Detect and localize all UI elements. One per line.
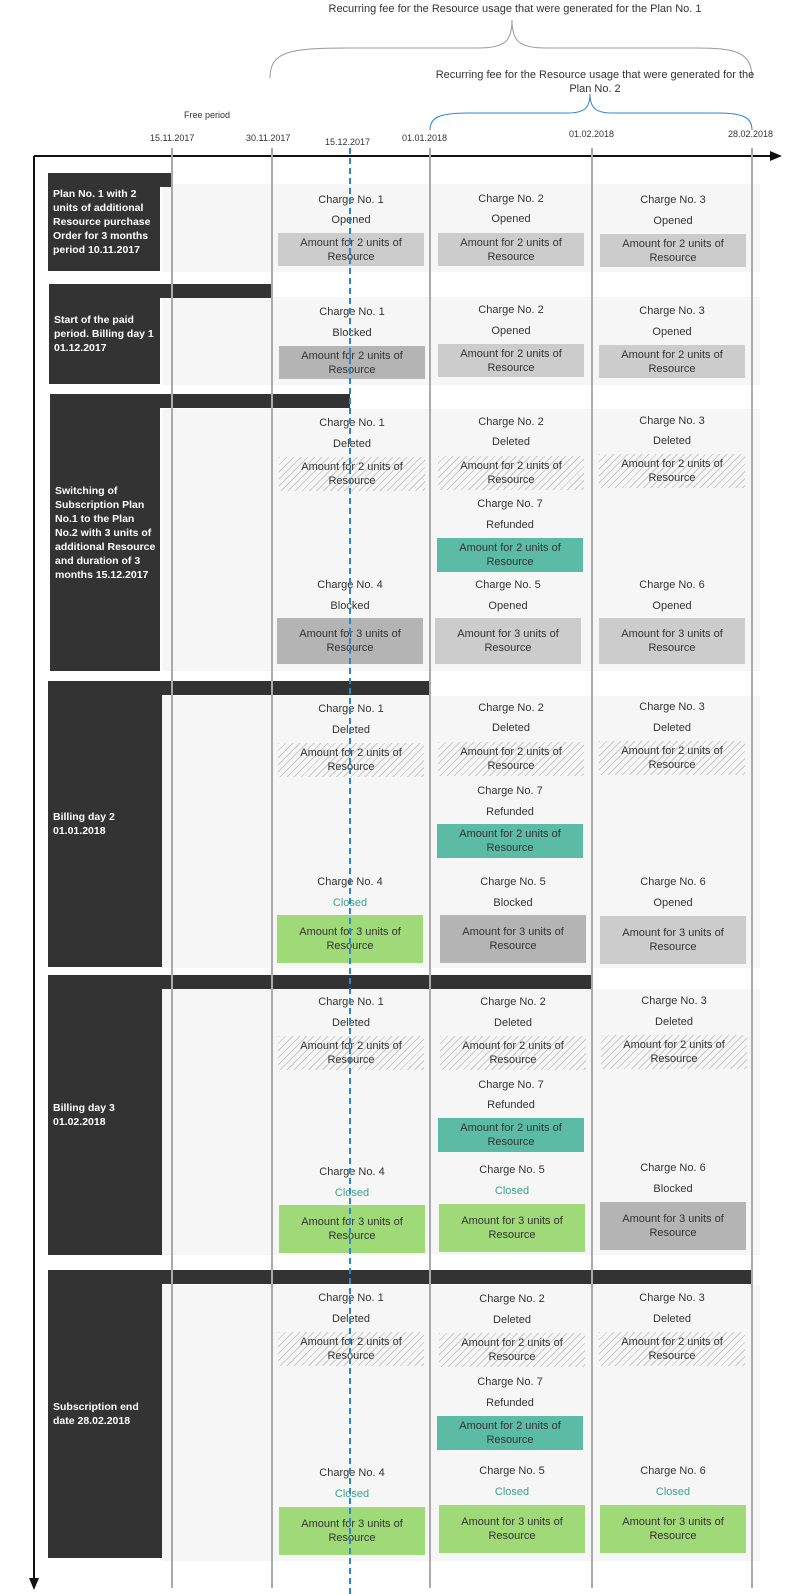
charge-title: Charge No. 2 bbox=[478, 702, 544, 714]
date-gridline bbox=[171, 148, 173, 1588]
charge-title: Charge No. 3 bbox=[639, 305, 705, 317]
row-label: Start of the paid period. Billing day 1 01.12.2017 bbox=[49, 284, 160, 384]
charge-title: Charge No. 5 bbox=[479, 1164, 545, 1176]
charge-title: Charge No. 1 bbox=[318, 703, 384, 715]
charge-status: Closed bbox=[494, 1486, 530, 1498]
charge-amount: Amount for 3 units of Resource bbox=[600, 916, 746, 964]
charge-amount: Amount for 3 units of Resource bbox=[600, 1505, 746, 1553]
charge-title: Charge No. 1 bbox=[318, 996, 384, 1008]
charge-amount: Amount for 3 units of Resource bbox=[435, 618, 581, 664]
charge-amount: Amount for 2 units of Resource bbox=[279, 457, 425, 491]
row-label: Switching of Subscription Plan No.1 to the Plan No.2 with 3 units of additional Resource and duration of 3 months 15.12.2017 bbox=[50, 394, 160, 671]
charge-amount: Amount for 3 units of Resource bbox=[277, 915, 423, 963]
charge-title: Charge No. 2 bbox=[478, 416, 544, 428]
charge-title: Charge No. 5 bbox=[475, 579, 541, 591]
row-label: Billing day 2 01.01.2018 bbox=[48, 681, 162, 967]
charge-status: Opened bbox=[652, 600, 692, 612]
charge-status: Deleted bbox=[653, 435, 691, 447]
charge-status: Opened bbox=[488, 600, 528, 612]
plan2-fee-label: Recurring fee for the Resource usage that were generated for the Plan No. 2 bbox=[435, 69, 755, 95]
charge-title: Charge No. 4 bbox=[319, 1166, 385, 1178]
charge-title: Charge No. 2 bbox=[479, 1293, 545, 1305]
charge-status: Deleted bbox=[333, 438, 371, 450]
charge-title: Charge No. 2 bbox=[478, 193, 544, 205]
charge-title: Charge No. 4 bbox=[317, 876, 383, 888]
date-label: 01.02.2018 bbox=[569, 129, 615, 139]
date-gridline bbox=[591, 148, 593, 1588]
charge-amount: Amount for 2 units of Resource bbox=[438, 456, 584, 490]
charge-title: Charge No. 3 bbox=[640, 194, 706, 206]
charge-amount: Amount for 2 units of Resource bbox=[278, 1332, 424, 1366]
charge-status: Blocked bbox=[330, 600, 370, 612]
charge-status: Refunded bbox=[486, 806, 534, 818]
charge-amount: Amount for 2 units of Resource bbox=[439, 1333, 585, 1367]
charge-status: Closed bbox=[334, 1488, 370, 1500]
row-label: Billing day 3 01.02.2018 bbox=[48, 975, 162, 1255]
charge-status: Refunded bbox=[487, 1099, 535, 1111]
charge-amount: Amount for 2 units of Resource bbox=[599, 345, 745, 378]
charge-title: Charge No. 7 bbox=[477, 498, 543, 510]
charge-amount: Amount for 3 units of Resource bbox=[600, 1202, 746, 1250]
date-label: 01.01.2018 bbox=[402, 133, 448, 143]
charge-amount: Amount for 2 units of Resource bbox=[600, 234, 746, 267]
date-label: 28.02.2018 bbox=[728, 129, 774, 139]
charge-amount: Amount for 3 units of Resource bbox=[440, 915, 586, 963]
charge-status: Blocked bbox=[653, 1183, 693, 1195]
charge-amount: Amount for 2 units of Resource bbox=[278, 1036, 424, 1070]
charge-amount: Amount for 2 units of Resource bbox=[438, 344, 584, 377]
row-label: Plan No. 1 with 2 units of additional Resource purchase Order for 3 months period 10.11.2017 bbox=[48, 173, 160, 271]
charge-amount: Amount for 2 units of Resource bbox=[438, 233, 584, 266]
charge-title: Charge No. 6 bbox=[640, 1465, 706, 1477]
charge-title: Charge No. 1 bbox=[319, 417, 385, 429]
charge-amount: Amount for 3 units of Resource bbox=[279, 1205, 425, 1253]
charge-status: Deleted bbox=[332, 724, 370, 736]
date-gridline bbox=[271, 148, 273, 1588]
charge-amount: Amount for 2 units of Resource bbox=[599, 741, 745, 775]
charge-amount: Amount for 2 units of Resource bbox=[278, 233, 424, 266]
charge-status: Closed bbox=[494, 1185, 530, 1197]
charge-amount: Amount for 3 units of Resource bbox=[277, 618, 423, 664]
charge-status: Opened bbox=[653, 215, 693, 227]
charge-title: Charge No. 6 bbox=[639, 579, 705, 591]
charge-title: Charge No. 3 bbox=[639, 415, 705, 427]
charge-status: Deleted bbox=[493, 1314, 531, 1326]
charge-status: Refunded bbox=[486, 519, 534, 531]
charge-status: Deleted bbox=[492, 722, 530, 734]
charge-amount: Amount for 2 units of Resource bbox=[601, 1035, 747, 1069]
charge-status: Deleted bbox=[653, 1313, 691, 1325]
charge-amount: Amount for 2 units of Resource bbox=[437, 1416, 583, 1450]
date-label: 30.11.2017 bbox=[246, 133, 291, 143]
charge-amount: Amount for 2 units of Resource bbox=[279, 346, 425, 379]
row-label: Subscription end date 28.02.2018 bbox=[48, 1270, 162, 1558]
timeline-bar bbox=[160, 975, 592, 989]
timeline-bar bbox=[160, 681, 430, 695]
charge-amount: Amount for 2 units of Resource bbox=[440, 1036, 586, 1070]
charge-title: Charge No. 6 bbox=[640, 1162, 706, 1174]
charge-status: Refunded bbox=[486, 1397, 534, 1409]
charge-title: Charge No. 1 bbox=[319, 306, 385, 318]
charge-title: Charge No. 3 bbox=[639, 701, 705, 713]
charge-status: Blocked bbox=[332, 327, 372, 339]
charge-title: Charge No. 7 bbox=[478, 1079, 544, 1091]
switch-date-marker bbox=[349, 148, 351, 1594]
plan1-fee-label: Recurring fee for the Resource usage that were generated for the Plan No. 1 bbox=[328, 3, 702, 15]
date-label: 15.11.2017 bbox=[150, 133, 195, 143]
charge-status: Closed bbox=[334, 1187, 370, 1199]
free-period-label: Free period bbox=[184, 110, 231, 120]
charge-title: Charge No. 2 bbox=[480, 996, 546, 1008]
charge-status: Deleted bbox=[494, 1017, 532, 1029]
charge-amount: Amount for 2 units of Resource bbox=[599, 1332, 745, 1366]
charge-amount: Amount for 3 units of Resource bbox=[279, 1507, 425, 1555]
charge-amount: Amount for 2 units of Resource bbox=[438, 1118, 584, 1152]
charge-status: Deleted bbox=[492, 436, 530, 448]
charge-amount: Amount for 2 units of Resource bbox=[599, 454, 745, 488]
charge-title: Charge No. 2 bbox=[478, 304, 544, 316]
charge-status: Blocked bbox=[493, 897, 533, 909]
charge-title: Charge No. 4 bbox=[319, 1467, 385, 1479]
charge-status: Deleted bbox=[655, 1016, 693, 1028]
charge-title: Charge No. 7 bbox=[477, 1376, 543, 1388]
charge-amount: Amount for 2 units of Resource bbox=[437, 538, 583, 572]
charge-status: Closed bbox=[655, 1486, 691, 1498]
charge-title: Charge No. 5 bbox=[480, 876, 546, 888]
charge-status: Opened bbox=[653, 897, 693, 909]
charge-amount: Amount for 2 units of Resource bbox=[438, 742, 584, 776]
charge-title: Charge No. 3 bbox=[641, 995, 707, 1007]
charge-amount: Amount for 3 units of Resource bbox=[439, 1204, 585, 1252]
date-gridline bbox=[429, 148, 431, 1588]
charge-title: Charge No. 5 bbox=[479, 1465, 545, 1477]
charge-status: Deleted bbox=[653, 722, 691, 734]
charge-status: Opened bbox=[491, 325, 531, 337]
charge-title: Charge No. 3 bbox=[639, 1292, 705, 1304]
charge-amount: Amount for 2 units of Resource bbox=[278, 743, 424, 777]
charge-title: Charge No. 1 bbox=[318, 194, 384, 206]
charge-status: Opened bbox=[491, 213, 531, 225]
date-gridline bbox=[751, 148, 753, 1588]
charge-amount: Amount for 2 units of Resource bbox=[437, 824, 583, 858]
timeline-bar bbox=[160, 1270, 752, 1284]
charge-status: Deleted bbox=[332, 1017, 370, 1029]
timeline-bar bbox=[160, 394, 350, 408]
charge-amount: Amount for 3 units of Resource bbox=[599, 618, 745, 664]
charge-status: Opened bbox=[331, 214, 371, 226]
charge-title: Charge No. 6 bbox=[640, 876, 706, 888]
charge-title: Charge No. 7 bbox=[477, 785, 543, 797]
date-label: 15.12.2017 bbox=[325, 137, 371, 147]
charge-status: Opened bbox=[652, 326, 692, 338]
charge-amount: Amount for 3 units of Resource bbox=[439, 1505, 585, 1553]
timeline-bar bbox=[160, 284, 272, 298]
charge-status: Deleted bbox=[332, 1313, 370, 1325]
charge-status: Closed bbox=[332, 897, 368, 909]
charge-title: Charge No. 4 bbox=[317, 579, 383, 591]
charge-title: Charge No. 1 bbox=[318, 1292, 384, 1304]
